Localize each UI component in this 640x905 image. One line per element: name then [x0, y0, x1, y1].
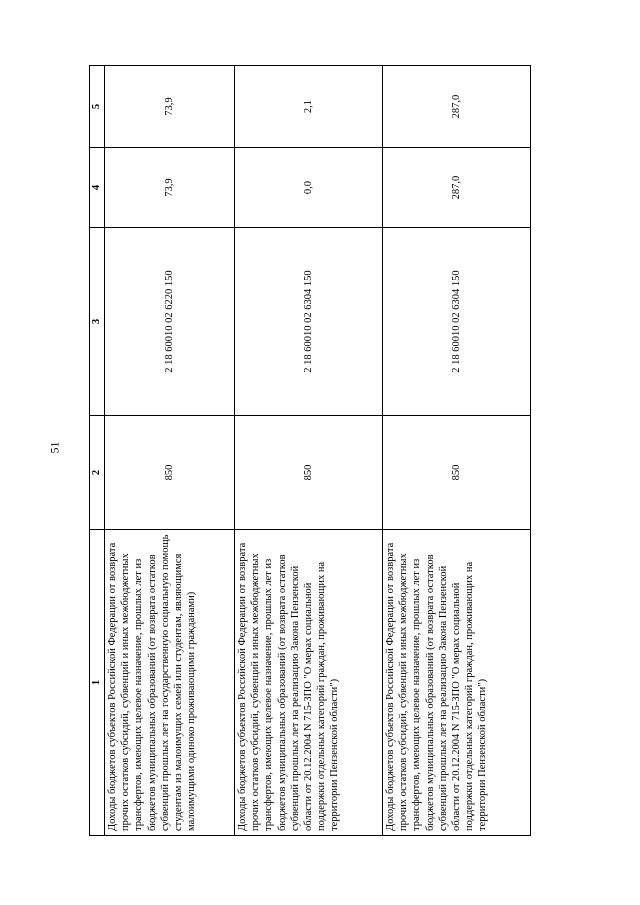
header-cell-2: 2 [90, 416, 105, 530]
rotated-table-wrapper [89, 66, 531, 836]
page-number: 51 [47, 441, 62, 454]
table-row [235, 66, 383, 836]
header-row [90, 66, 105, 836]
row-value-col5: 2,1 [235, 66, 383, 148]
row-value-col5: 287,0 [382, 66, 530, 148]
row-budget-code: 2 18 60010 02 6304 150 [235, 228, 383, 416]
row-admin-code: 850 [382, 416, 530, 530]
table-frame [89, 66, 531, 836]
row-value-col4: 287,0 [382, 148, 530, 228]
header-cell-1: 1 [90, 530, 105, 836]
row-budget-code: 2 18 60010 02 6220 150 [105, 228, 235, 416]
header-cell-5: 5 [90, 66, 105, 148]
row-value-col4: 0,0 [235, 148, 383, 228]
row-description: Доходы бюджетов субъектов Российской Федерации от возврата прочих остатков субсидий, субвенций и иных межбюджетных трансфертов, имеющих целевое назначение, прошлых лет из бюджетов муниципальных образований (от возврата остатков субвенций прошлых лет на реализацию Закона Пензенской области от 20.12.2004 N 715-ЗПО "О мерах социальной поддержки отдельных категорий граждан, проживающих на территории Пензенской области") [235, 530, 383, 836]
header-cell-3: 3 [90, 228, 105, 416]
budget-revenue-table [89, 65, 531, 836]
row-value-col5: 73,9 [105, 66, 235, 148]
table-row [105, 66, 235, 836]
row-value-col4: 73,9 [105, 148, 235, 228]
row-budget-code: 2 18 60010 02 6304 150 [382, 228, 530, 416]
row-description: Доходы бюджетов субъектов Российской Федерации от возврата прочих остатков субсидий, субвенций и иных межбюджетных трансфертов, имеющих целевое назначение, прошлых лет из бюджетов муниципальных образований (от возврата остатков субвенций прошлых лет на реализацию Закона Пензенской области от 20.12.2004 N 715-ЗПО "О мерах социальной поддержки отдельных категорий граждан, проживающих на территории Пензенской области") [382, 530, 530, 836]
row-admin-code: 850 [105, 416, 235, 530]
row-admin-code: 850 [235, 416, 383, 530]
table-row [382, 66, 530, 836]
header-cell-4: 4 [90, 148, 105, 228]
row-description: Доходы бюджетов субъектов Российской Федерации от возврата прочих остатков субсидий, субвенций и иных межбюджетных трансфертов, имеющих целевое назначение, прошлых лет из бюджетов муниципальных образований (от возврата остатков субвенций прошлых лет на государственную социальную помощь студентам из малоимущих семей или студентам, являющимся малоимущими одиноко проживающими гражданами) [105, 530, 235, 836]
